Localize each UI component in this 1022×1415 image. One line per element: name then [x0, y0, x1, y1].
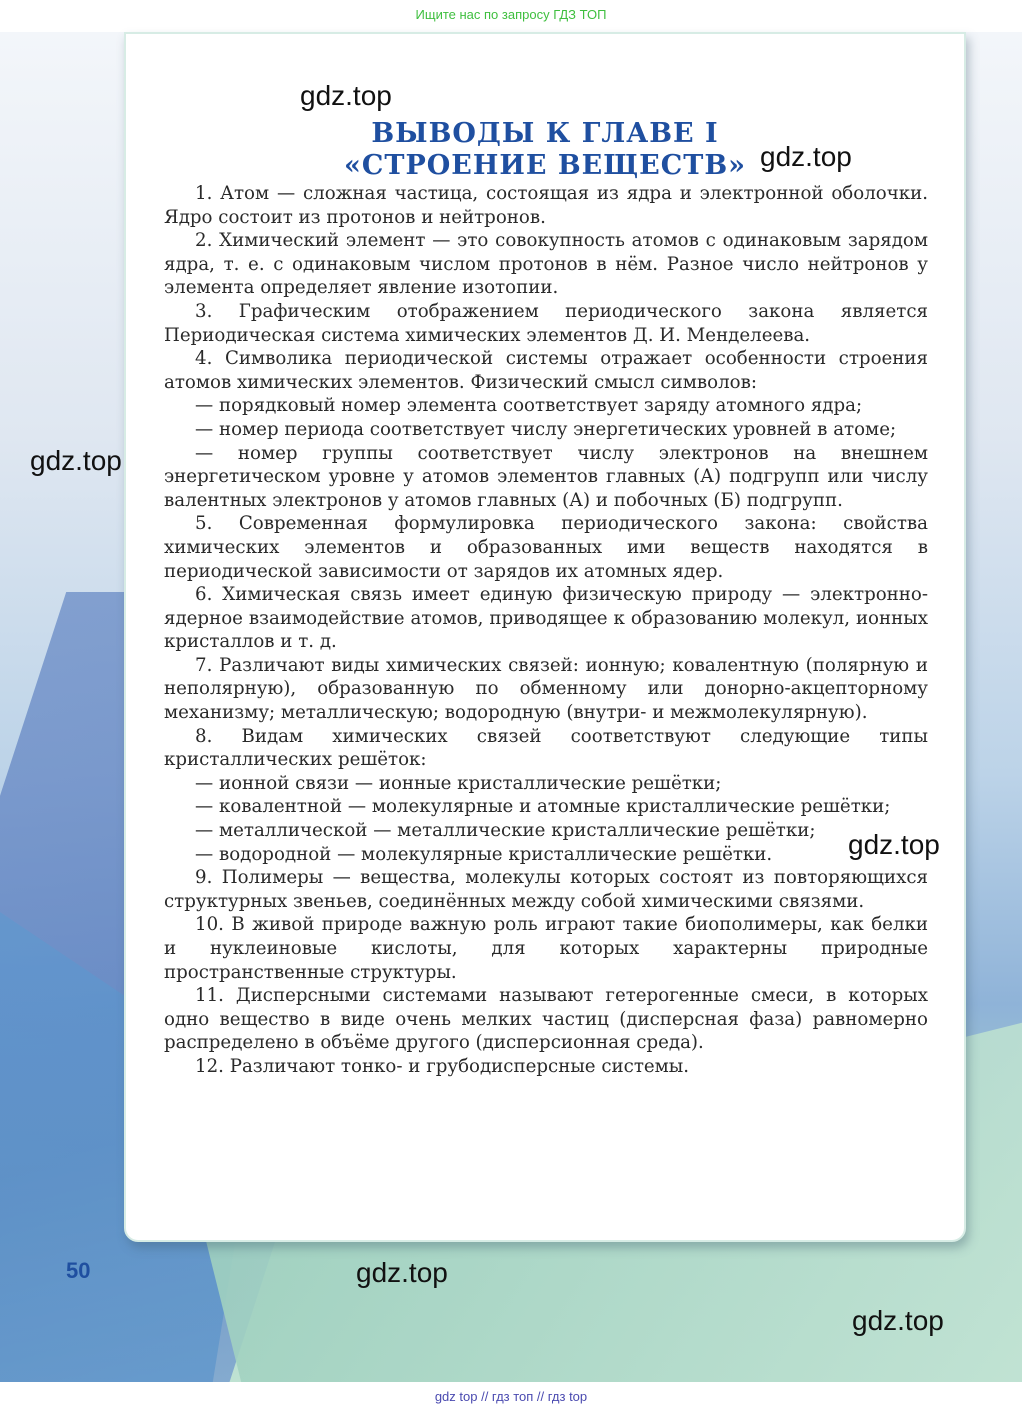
- list-item: — номер группы соответствует числу электронов на внешнем энергетическом уровне у атомов элементов главных (А) подгрупп или числу валентных электронов у атомов главных (А) и побочных (Б) подгрупп.: [164, 442, 928, 511]
- watermark: gdz.top: [30, 445, 122, 476]
- paragraph: 7. Различают виды химических связей: ионную; ковалентную (полярную и неполярную), образованную по обменному или донорно-акцепторному механизму; металлическую; водородную (внутри- и межмолекулярную).: [164, 654, 928, 724]
- heading-line-1: ВЫВОДЫ К ГЛАВЕ I: [371, 118, 719, 149]
- list-item: — металлической — металлические кристаллические решётки;: [195, 820, 816, 842]
- watermark: gdz.top: [848, 829, 940, 860]
- top-banner: Ищите нас по запросу ГДЗ ТОП: [0, 0, 1022, 32]
- paragraph: 5. Современная формулировка периодического закона: свойства химических элементов и образованных ими веществ находятся в периодической зависимости от зарядов их атомных ядер.: [164, 513, 928, 582]
- watermark: gdz.top: [760, 141, 852, 172]
- paragraph: 10. В живой природе важную роль играют такие биополимеры, как белки и нуклеиновые кислоты, для которых характерны природные пространственные структуры.: [164, 914, 928, 983]
- paragraph: 6. Химическая связь имеет единую физическую природу — электронно-ядерное взаимодействие атомов, приводящее к образованию молекул, ионных кристаллов и т. д.: [164, 584, 928, 653]
- list-item: — водородной — молекулярные кристаллические решётки.: [195, 843, 773, 865]
- paragraph: 2. Химический элемент — это совокупность атомов с одинаковым зарядом ядра, т. е. с одинаковым числом протонов в нём. Разное число нейтронов у элемента определяет явление изотопии.: [164, 230, 928, 299]
- paragraph: 8. Видам химических связей соответствуют следующие типы кристаллических решёток:: [164, 725, 928, 771]
- paragraph: 1. Атом — сложная частица, состоящая из ядра и электронной оболочки. Ядро состоит из протонов и нейтронов.: [164, 183, 928, 228]
- paragraph: 11. Дисперсными системами называют гетерогенные смеси, в которых одно вещество в виде очень мелких частиц (дисперсная фаза) равномерно распределено в объёме другого (дисперсионная среда).: [164, 985, 928, 1054]
- summary-text: [164, 182, 928, 1079]
- paragraph: 4. Символика периодической системы отражает особенности строения атомов химических элементов. Физический смысл символов:: [164, 348, 928, 393]
- watermark: gdz.top: [356, 1257, 448, 1288]
- watermark: gdz.top: [300, 80, 392, 111]
- watermark: gdz.top: [852, 1305, 944, 1336]
- bottom-banner: gdz top // гдз топ // гдз top: [0, 1382, 1022, 1415]
- page-number: 50: [66, 1258, 91, 1283]
- paragraph: 12. Различают тонко- и грубодисперсные системы.: [195, 1055, 690, 1077]
- list-item: — ковалентной — молекулярные и атомные кристаллические решётки;: [195, 796, 891, 818]
- paragraph: 9. Полимеры — вещества, молекулы которых состоят из повторяющихся структурных звеньев, соединённых между собой химическими связями.: [164, 867, 928, 912]
- list-item: — ионной связи — ионные кристаллические решётки;: [195, 772, 722, 794]
- heading-line-2: «СТРОЕНИЕ ВЕЩЕСТВ»: [343, 150, 747, 181]
- list-item: — порядковый номер элемента соответствует заряду атомного ядра;: [195, 395, 863, 417]
- list-item: — номер периода соответствует числу энергетических уровней в атоме;: [195, 418, 897, 440]
- paragraph: 3. Графическим отображением периодического закона является Периодическая система химических элементов Д. И. Менделеева.: [164, 300, 928, 346]
